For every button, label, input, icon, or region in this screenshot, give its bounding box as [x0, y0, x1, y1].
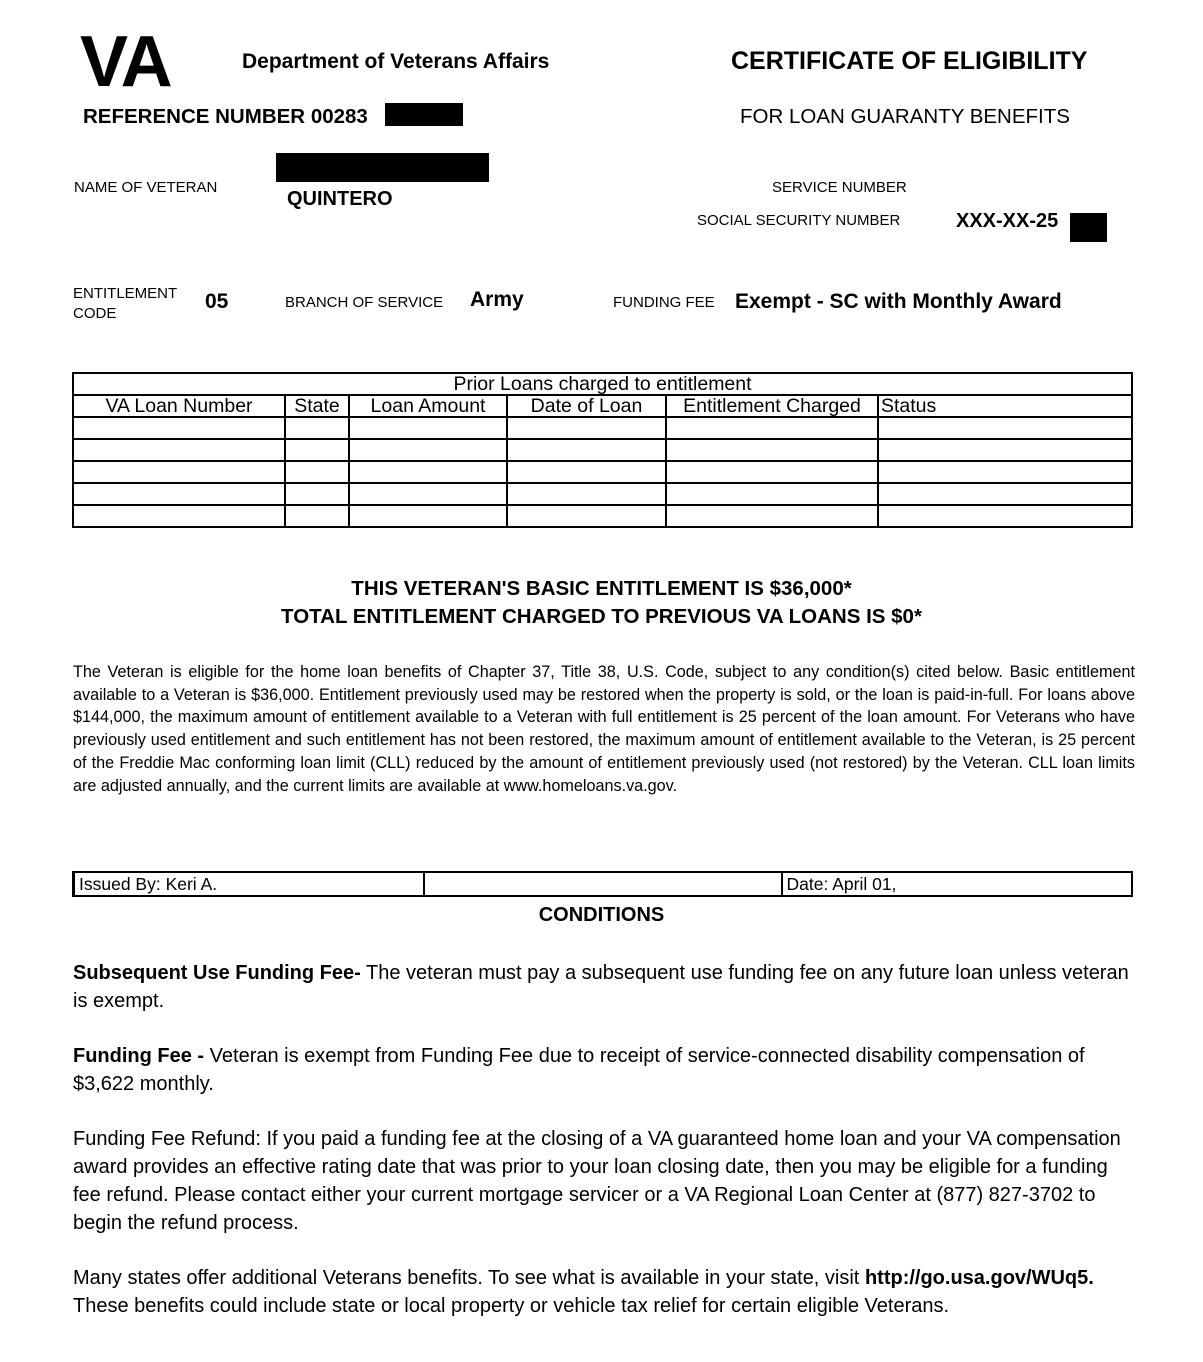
funding-fee-label: FUNDING FEE: [613, 294, 715, 311]
table-cell: [285, 483, 349, 505]
redaction-reference: [385, 103, 463, 126]
ssn-value: XXX-XX-25: [956, 210, 1059, 232]
issue-date: Date: April 01,: [782, 872, 1133, 896]
table-cell: [73, 439, 285, 461]
table-cell: [878, 439, 1132, 461]
condition-heading: Subsequent Use Funding Fee-: [73, 962, 361, 984]
prior-loans-table: [72, 372, 1133, 528]
condition-heading: Funding Fee -: [73, 1045, 205, 1067]
column-header: Status: [878, 395, 1132, 417]
table-cell: [878, 461, 1132, 483]
entitlement-summary: [0, 575, 1203, 631]
table-cell: [285, 417, 349, 439]
column-header: State: [285, 395, 349, 417]
table-cell: [878, 417, 1132, 439]
state-benefits-link[interactable]: http://go.usa.gov/WUq5.: [864, 1267, 1094, 1289]
ssn-label: SOCIAL SECURITY NUMBER: [697, 212, 901, 229]
prior-loans-caption: Prior Loans charged to entitlement: [73, 373, 1132, 395]
column-header: Entitlement Charged: [666, 395, 878, 417]
conditions-title: CONDITIONS: [538, 904, 665, 926]
table-row: [73, 417, 1132, 439]
condition-funding-fee-refund: [73, 1125, 1138, 1237]
table-cell: [878, 505, 1132, 527]
redaction-ssn: [1070, 213, 1107, 242]
total-charged-line: TOTAL ENTITLEMENT CHARGED TO PREVIOUS VA LOANS IS $0*: [281, 605, 922, 628]
condition-text: Many states offer additional Veterans benefits. To see what is available in your state, visit: [73, 1267, 865, 1289]
table-row: [73, 461, 1132, 483]
document-title: CERTIFICATE OF ELIGIBILITY: [731, 47, 1088, 75]
condition-text: These benefits could include state or local property or vehicle tax relief for certain eligible Veterans.: [73, 1295, 950, 1317]
table-cell: [73, 417, 285, 439]
issuance-blank: [424, 872, 782, 896]
column-header: VA Loan Number: [73, 395, 285, 417]
reference-value: 00283: [310, 105, 368, 128]
name-of-veteran-value: QUINTERO: [287, 188, 393, 210]
column-header: Loan Amount: [349, 395, 507, 417]
table-cell: [285, 461, 349, 483]
document-subtitle: FOR LOAN GUARANTY BENEFITS: [740, 105, 1070, 128]
table-cell: [73, 483, 285, 505]
entitlement-code-label: ENTITLEMENT CODE: [73, 285, 177, 322]
entitlement-code-value: 05: [205, 290, 229, 313]
basic-entitlement-line: THIS VETERAN'S BASIC ENTITLEMENT IS $36,000*: [351, 577, 852, 600]
redaction-first-name: [276, 153, 489, 182]
condition-text: Funding Fee Refund: If you paid a funding fee at the closing of a VA guaranteed home loan and your VA compensation award provides an effective rating date that was prior to your loan closing date, then you may be eligible for a funding fee refund. Please contact either your current mortgage servicer or a VA Regional Loan Center at (877) 827-3702 to begin the refund process.: [73, 1128, 1121, 1234]
table-cell: [73, 505, 285, 527]
name-of-veteran-label: NAME OF VETERAN: [74, 179, 218, 196]
branch-of-service-value: Army: [470, 288, 524, 311]
funding-fee-value: Exempt - SC with Monthly Award: [735, 290, 1062, 313]
service-number-label: SERVICE NUMBER: [772, 179, 907, 196]
column-header: Date of Loan: [507, 395, 666, 417]
reference-number: [83, 105, 368, 129]
table-cell: [507, 483, 666, 505]
table-cell: [349, 417, 507, 439]
table-cell: [349, 505, 507, 527]
eligibility-paragraph: The Veteran is eligible for the home loan benefits of Chapter 37, Title 38, U.S. Code, subject to any condition(s) cited below. Basic entitlement available to a Veteran is $36,000. Entitlement previously used may be restored when the property is sold, or the loan is paid-in-full. For loans above $144,000, the maximum amount of entitlement available to a Veteran with full entitlement is 25 percent of the loan amount. For Veterans who have previously used entitlement and such entitlement has not been restored, the maximum amount of entitlement available to the Veteran, is 25 percent of the Freddie Mac conforming loan limit (CLL) reduced by the amount of entitlement previously used (not restored) by the Veteran. CLL loan limits are adjusted annually, and the current limits are available at www.homeloans.va.gov.: [73, 663, 1135, 795]
table-cell: [349, 439, 507, 461]
condition-state-benefits: [73, 1264, 1138, 1320]
table-header-row: [73, 395, 1132, 417]
table-row: [73, 439, 1132, 461]
condition-funding-fee: [73, 1042, 1138, 1098]
table-cell: [666, 483, 878, 505]
table-cell: [507, 417, 666, 439]
table-cell: [507, 461, 666, 483]
table-cell: [666, 461, 878, 483]
reference-label: REFERENCE NUMBER: [83, 105, 306, 128]
table-cell: [349, 483, 507, 505]
condition-subsequent-use: [73, 959, 1138, 1015]
table-cell: [666, 417, 878, 439]
issuance-table: [72, 871, 1133, 897]
table-cell: [285, 505, 349, 527]
issued-by: Issued By: Keri A.: [74, 872, 424, 896]
va-logo: VA: [80, 22, 171, 102]
table-cell: [73, 461, 285, 483]
table-cell: [666, 439, 878, 461]
condition-text: Veteran is exempt from Funding Fee due to receipt of service-connected disability compensation of $3,622 monthly.: [73, 1045, 1085, 1095]
condition-text: The veteran must pay a subsequent use funding fee on any future loan unless veteran is exempt.: [73, 962, 1129, 1012]
table-cell: [285, 439, 349, 461]
table-cell: [507, 439, 666, 461]
table-cell: [349, 461, 507, 483]
table-cell: [878, 483, 1132, 505]
department-name: Department of Veterans Affairs: [242, 50, 550, 73]
table-cell: [507, 505, 666, 527]
branch-of-service-label: BRANCH OF SERVICE: [285, 294, 444, 311]
table-cell: [666, 505, 878, 527]
table-row: [73, 505, 1132, 527]
table-row: [73, 483, 1132, 505]
